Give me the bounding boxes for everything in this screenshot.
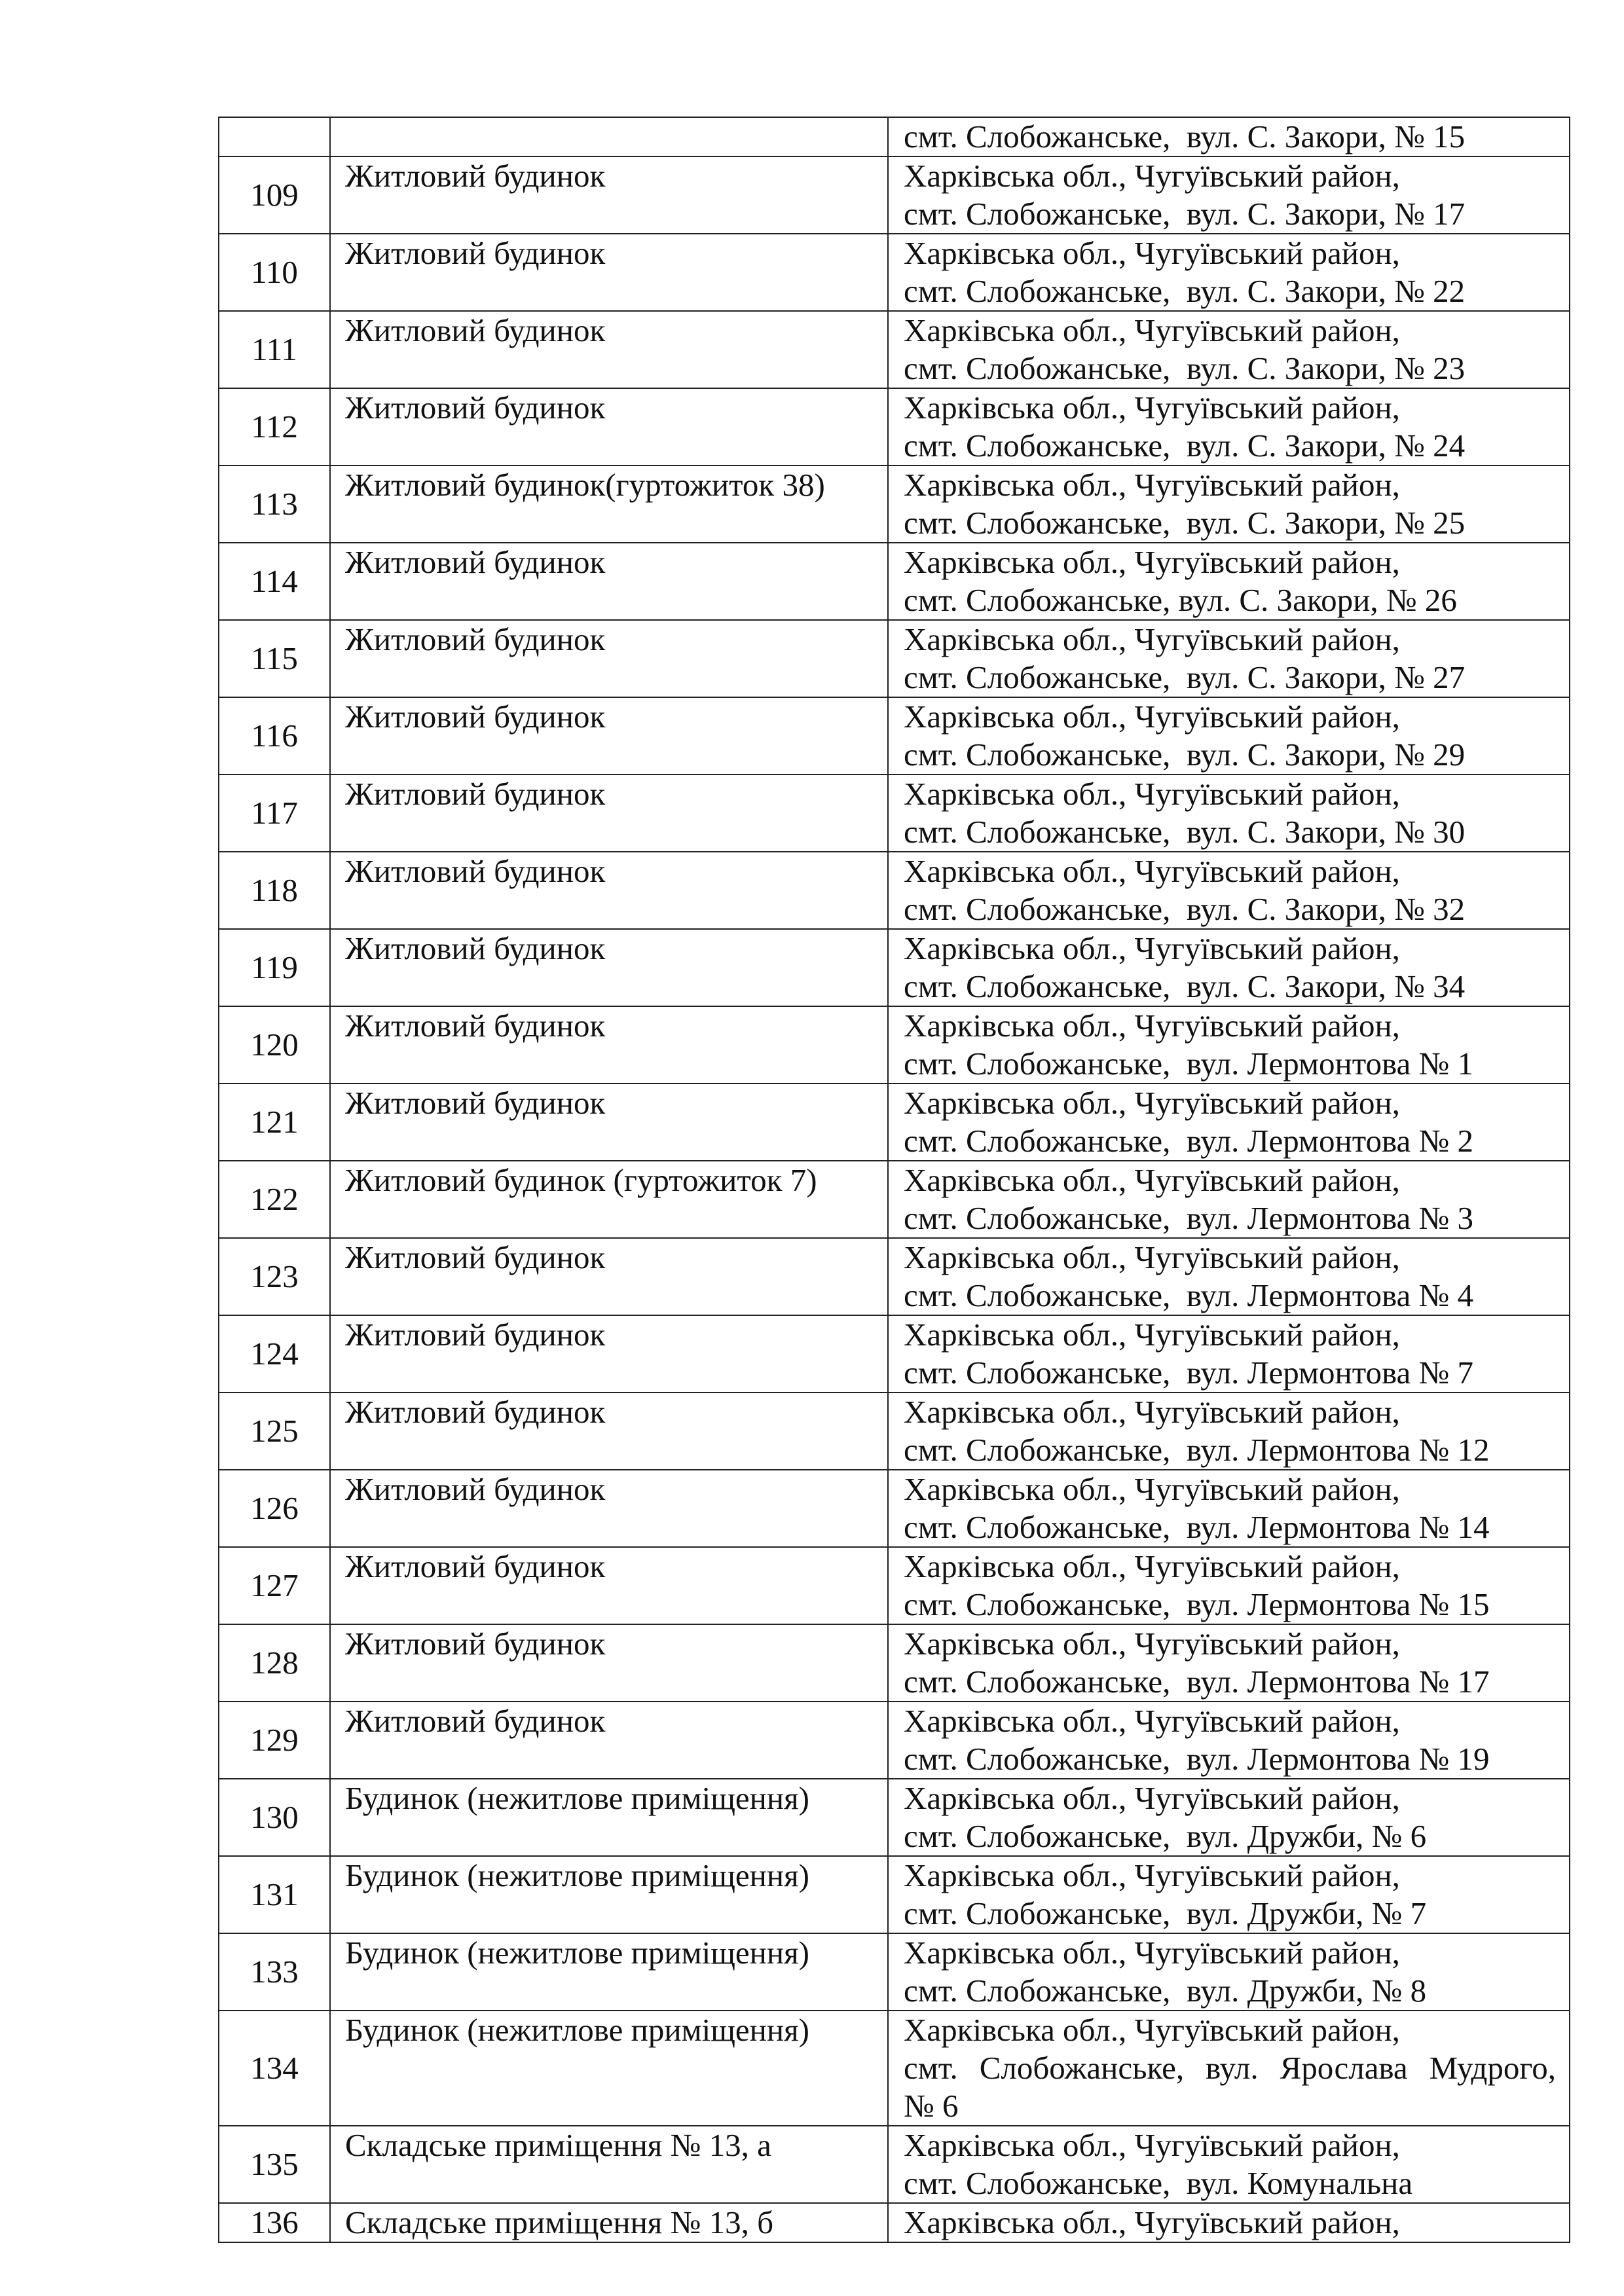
object-address	[888, 1702, 1570, 1779]
address-line: Харківська обл., Чугуївський район,	[904, 1935, 1400, 1971]
object-name: Житловий будинок	[330, 388, 888, 465]
table-row	[219, 117, 1570, 156]
row-number	[219, 117, 330, 156]
table-row	[219, 1315, 1570, 1393]
table-row	[219, 465, 1570, 543]
object-address	[888, 1006, 1570, 1084]
table-row	[219, 1470, 1570, 1547]
address-line: Харківська обл., Чугуївський район,	[904, 1471, 1400, 1507]
address-line: Харківська обл., Чугуївський район,	[904, 312, 1400, 348]
address-line: смт. Слобожанське, вул. С. Закори, № 25	[904, 505, 1466, 541]
address-line: смт. Слобожанське, вул. Лермонтова № 2	[904, 1123, 1473, 1159]
object-name: Житловий будинок	[330, 234, 888, 311]
row-number: 131	[219, 1856, 330, 1933]
object-name: Житловий будинок	[330, 543, 888, 620]
object-name: Житловий будинок (гуртожиток 7)	[330, 1161, 888, 1238]
row-number: 118	[219, 852, 330, 929]
table-row	[219, 1933, 1570, 2011]
object-name: Житловий будинок	[330, 1470, 888, 1547]
table-row	[219, 1084, 1570, 1161]
row-number: 133	[219, 1933, 330, 2011]
address-line: смт. Слобожанське, вул. С. Закори, № 22	[904, 273, 1466, 309]
object-address	[888, 1315, 1570, 1393]
address-line: Харківська обл., Чугуївський район,	[904, 853, 1400, 889]
table-row	[219, 929, 1570, 1006]
object-address	[888, 1238, 1570, 1315]
object-address	[888, 543, 1570, 620]
row-number: 122	[219, 1161, 330, 1238]
address-line: Харківська обл., Чугуївський район,	[904, 1548, 1400, 1584]
address-line: смт. Слобожанське, вул. С. Закори, № 30	[904, 814, 1466, 850]
address-line: смт. Слобожанське, вул. Комунальна	[904, 2165, 1413, 2201]
address-line: смт. Слобожанське, вул. Дружби, № 7	[904, 1895, 1427, 1931]
object-address	[888, 1161, 1570, 1238]
object-name: Житловий будинок	[330, 1006, 888, 1084]
table-row	[219, 1393, 1570, 1470]
address-line: Харківська обл., Чугуївський район,	[904, 2127, 1400, 2163]
object-name: Складське приміщення № 13, а	[330, 2126, 888, 2203]
table-row	[219, 2011, 1570, 2126]
row-number: 121	[219, 1084, 330, 1161]
address-line: смт. Слобожанське, вул. Лермонтова № 14	[904, 1509, 1490, 1545]
object-address	[888, 2203, 1570, 2242]
address-line: Харківська обл., Чугуївський район,	[904, 467, 1400, 503]
address-line: смт. Слобожанське, вул. Лермонтова № 17	[904, 1664, 1490, 1700]
address-line: Харківська обл., Чугуївський район,	[904, 544, 1400, 580]
row-number: 123	[219, 1238, 330, 1315]
row-number: 134	[219, 2011, 330, 2126]
object-address	[888, 388, 1570, 465]
address-line: смт. Слобожанське, вул. Лермонтова № 15	[904, 1586, 1490, 1622]
row-number: 127	[219, 1547, 330, 1624]
object-address	[888, 465, 1570, 543]
object-address	[888, 697, 1570, 774]
address-line: смт. Слобожанське, вул. Лермонтова № 1	[904, 1046, 1473, 1082]
registry-body	[219, 117, 1570, 2242]
address-line: Харківська обл., Чугуївський район,	[904, 1394, 1400, 1430]
address-line: Харківська обл., Чугуївський район,	[904, 1008, 1400, 1044]
address-line: смт. Слобожанське, вул. Лермонтова № 4	[904, 1277, 1473, 1313]
address-line: смт. Слобожанське, вул. С. Закори, № 34	[904, 968, 1466, 1004]
address-line: смт. Слобожанське, вул. С. Закори, № 27	[904, 659, 1466, 695]
address-line: Харківська обл., Чугуївський район,	[904, 1780, 1400, 1816]
row-number: 114	[219, 543, 330, 620]
table-row	[219, 2126, 1570, 2203]
object-name: Житловий будинок	[330, 1393, 888, 1470]
property-registry-table	[218, 117, 1570, 2243]
address-line: смт. Слобожанське, вул. С. Закори, № 15	[904, 118, 1466, 155]
address-line: Харківська обл., Чугуївський район,	[904, 158, 1400, 194]
address-line: Харківська обл., Чугуївський район,	[904, 621, 1400, 657]
row-number: 110	[219, 234, 330, 311]
address-line: Харківська обл., Чугуївський район,	[904, 1626, 1400, 1662]
table-row	[219, 1856, 1570, 1933]
row-number: 124	[219, 1315, 330, 1393]
address-line: Харківська обл., Чугуївський район,	[904, 2204, 1400, 2240]
row-number: 116	[219, 697, 330, 774]
object-address	[888, 1933, 1570, 2011]
object-address	[888, 1393, 1570, 1470]
row-number: 115	[219, 620, 330, 697]
address-line: Харківська обл., Чугуївський район,	[904, 1703, 1400, 1739]
object-name: Житловий будинок	[330, 1702, 888, 1779]
row-number: 119	[219, 929, 330, 1006]
address-line: смт. Слобожанське, вул. Лермонтова № 7	[904, 1355, 1473, 1391]
row-number: 117	[219, 774, 330, 852]
object-address	[888, 852, 1570, 929]
object-name: Будинок (нежитлове приміщення)	[330, 2011, 888, 2126]
address-line: смт. Слобожанське, вул. Лермонтова № 19	[904, 1741, 1490, 1777]
address-line: смт. Слобожанське, вул. Ярослава Мудрого,	[904, 2050, 1556, 2086]
table-row	[219, 1624, 1570, 1702]
row-number: 109	[219, 156, 330, 234]
address-line: Харківська обл., Чугуївський район,	[904, 930, 1400, 966]
address-line: смт. Слобожанське, вул. Дружби, № 8	[904, 1973, 1427, 2009]
object-address	[888, 1470, 1570, 1547]
object-name: Будинок (нежитлове приміщення)	[330, 1856, 888, 1933]
row-number: 113	[219, 465, 330, 543]
object-name: Житловий будинок	[330, 311, 888, 388]
address-line: смт. Слобожанське, вул. С. Закори, № 29	[904, 737, 1466, 773]
row-number: 111	[219, 311, 330, 388]
object-address	[888, 1779, 1570, 1856]
address-line: Харківська обл., Чугуївський район,	[904, 1857, 1400, 1893]
table-row	[219, 543, 1570, 620]
object-name	[330, 117, 888, 156]
address-line: Харківська обл., Чугуївський район,	[904, 235, 1400, 271]
address-line: Харківська обл., Чугуївський район,	[904, 2012, 1400, 2048]
table-row	[219, 1161, 1570, 1238]
address-line: Харківська обл., Чугуївський район,	[904, 776, 1400, 812]
object-address	[888, 156, 1570, 234]
object-name: Житловий будинок	[330, 852, 888, 929]
table-row	[219, 620, 1570, 697]
address-line: смт. Слобожанське, вул. Дружби, № 6	[904, 1818, 1427, 1854]
address-line: Харківська обл., Чугуївський район,	[904, 1162, 1400, 1198]
address-line: № 6	[904, 2088, 959, 2124]
row-number: 135	[219, 2126, 330, 2203]
table-row	[219, 1779, 1570, 1856]
table-row	[219, 1547, 1570, 1624]
object-name: Житловий будинок(гуртожиток 38)	[330, 465, 888, 543]
object-address	[888, 311, 1570, 388]
object-address	[888, 1084, 1570, 1161]
object-address	[888, 2126, 1570, 2203]
table-row	[219, 1238, 1570, 1315]
address-line: смт. Слобожанське, вул. С. Закори, № 17	[904, 196, 1466, 232]
object-address	[888, 234, 1570, 311]
object-name: Житловий будинок	[330, 1624, 888, 1702]
table-row	[219, 388, 1570, 465]
address-line: Харківська обл., Чугуївський район,	[904, 1085, 1400, 1121]
address-line: смт. Слобожанське, вул. Лермонтова № 12	[904, 1432, 1490, 1468]
table-row	[219, 2203, 1570, 2242]
object-address	[888, 620, 1570, 697]
object-name: Будинок (нежитлове приміщення)	[330, 1933, 888, 2011]
row-number: 125	[219, 1393, 330, 1470]
table-row	[219, 697, 1570, 774]
address-line: Харківська обл., Чугуївський район,	[904, 1317, 1400, 1353]
address-line: смт. Слобожанське, вул. С. Закори, № 24	[904, 428, 1466, 464]
table-row	[219, 1702, 1570, 1779]
object-name: Житловий будинок	[330, 1238, 888, 1315]
address-line: смт. Слобожанське, вул. С. Закори, № 32	[904, 891, 1466, 927]
table-row	[219, 852, 1570, 929]
address-line: Харківська обл., Чугуївський район,	[904, 699, 1400, 735]
object-name: Житловий будинок	[330, 697, 888, 774]
object-address	[888, 117, 1570, 156]
address-line: Харківська обл., Чугуївський район,	[904, 1239, 1400, 1275]
row-number: 128	[219, 1624, 330, 1702]
row-number: 120	[219, 1006, 330, 1084]
object-name: Будинок (нежитлове приміщення)	[330, 1779, 888, 1856]
table-row	[219, 1006, 1570, 1084]
address-line: смт. Слобожанське, вул. С. Закори, № 23	[904, 350, 1466, 386]
object-address	[888, 774, 1570, 852]
table-row	[219, 234, 1570, 311]
object-name: Житловий будинок	[330, 1547, 888, 1624]
object-name: Житловий будинок	[330, 1084, 888, 1161]
object-name: Житловий будинок	[330, 156, 888, 234]
object-address	[888, 2011, 1570, 2126]
row-number: 130	[219, 1779, 330, 1856]
address-line: Харківська обл., Чугуївський район,	[904, 390, 1400, 426]
object-name: Житловий будинок	[330, 620, 888, 697]
object-address	[888, 929, 1570, 1006]
object-name: Складське приміщення № 13, б	[330, 2203, 888, 2242]
row-number: 112	[219, 388, 330, 465]
table-row	[219, 156, 1570, 234]
table-row	[219, 311, 1570, 388]
address-line: смт. Слобожанське, вул. Лермонтова № 3	[904, 1200, 1473, 1236]
object-name: Житловий будинок	[330, 774, 888, 852]
object-address	[888, 1624, 1570, 1702]
table-row	[219, 774, 1570, 852]
row-number: 126	[219, 1470, 330, 1547]
row-number: 129	[219, 1702, 330, 1779]
object-address	[888, 1547, 1570, 1624]
address-line: смт. Слобожанське, вул. С. Закори, № 26	[904, 582, 1457, 618]
row-number: 136	[219, 2203, 330, 2242]
object-name: Житловий будинок	[330, 929, 888, 1006]
object-address	[888, 1856, 1570, 1933]
object-name: Житловий будинок	[330, 1315, 888, 1393]
